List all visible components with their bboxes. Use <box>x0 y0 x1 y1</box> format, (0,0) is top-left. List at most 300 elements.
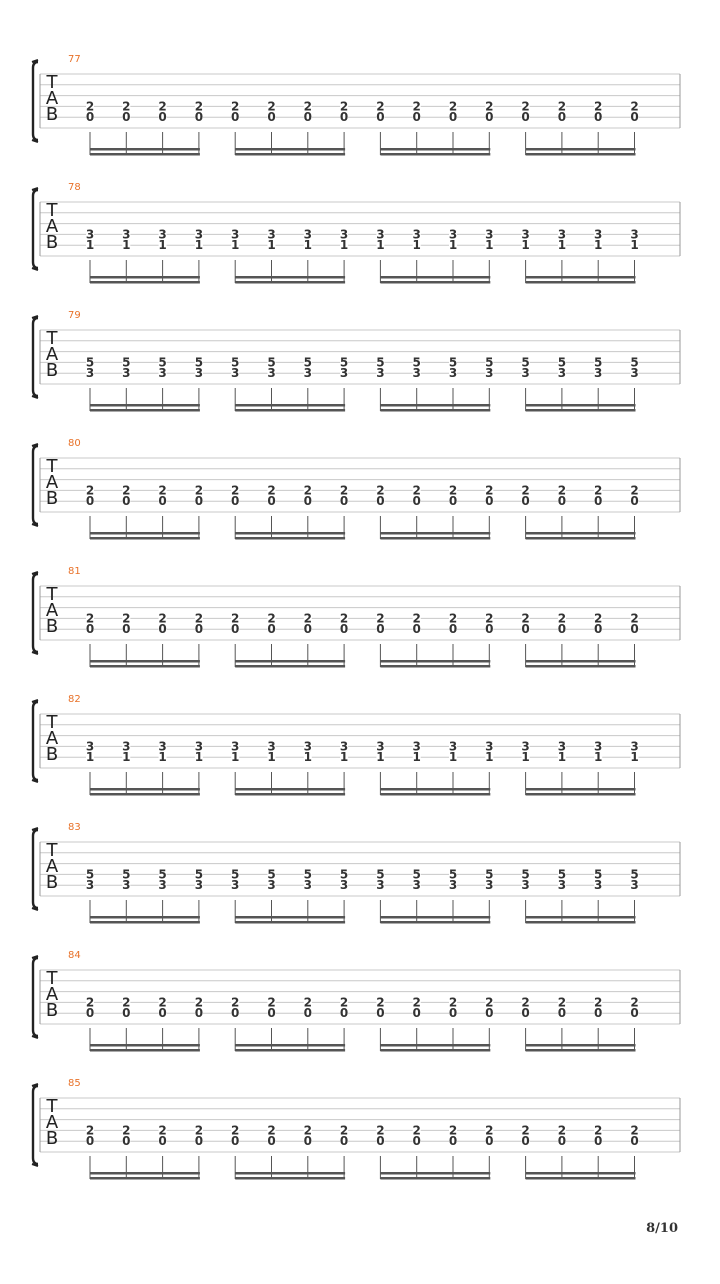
fret-number-top: 2 <box>557 995 567 1010</box>
beam-secondary <box>526 1049 636 1052</box>
beam-secondary <box>380 921 490 924</box>
staff-system <box>32 950 680 1052</box>
fret-number-bottom: 3 <box>376 878 385 893</box>
tab-clef-letter: B <box>45 232 59 253</box>
fret-number-bottom: 0 <box>485 110 494 125</box>
fret-number-top: 2 <box>267 611 276 626</box>
fret-number-top: 5 <box>339 867 349 882</box>
beam-primary <box>235 1172 345 1175</box>
beam-secondary <box>380 793 490 796</box>
fret-number-bottom: 0 <box>376 110 385 125</box>
fret-number-top: 3 <box>448 227 458 242</box>
fret-number-bottom: 0 <box>594 1006 603 1021</box>
fret-number-bottom: 0 <box>339 1134 349 1149</box>
fret-number-bottom: 1 <box>158 238 167 253</box>
fret-number-top: 2 <box>122 483 131 498</box>
fret-number-top: 5 <box>485 355 494 370</box>
fret-number-bottom: 1 <box>267 238 276 253</box>
tab-clef-letter: A <box>45 1112 59 1133</box>
fret-number-top: 2 <box>122 1123 131 1138</box>
beam-secondary <box>380 665 490 668</box>
fret-number-bottom: 0 <box>557 494 567 509</box>
fret-number-top: 3 <box>521 227 530 242</box>
beam-primary <box>380 148 490 151</box>
fret-number-top: 2 <box>448 995 458 1010</box>
fret-number-bottom: 1 <box>557 238 567 253</box>
fret-number-bottom: 1 <box>122 238 131 253</box>
beam-secondary <box>380 537 490 540</box>
beam-secondary <box>90 409 200 412</box>
fret-number-bottom: 3 <box>630 878 639 893</box>
fret-number-bottom: 0 <box>122 110 131 125</box>
fret-number-bottom: 3 <box>158 878 167 893</box>
fret-number-top: 3 <box>158 739 167 754</box>
beam-primary <box>235 404 345 407</box>
fret-number-top: 2 <box>158 483 167 498</box>
fret-number-top: 3 <box>630 739 639 754</box>
fret-number-top: 2 <box>594 99 603 114</box>
fret-number-bottom: 0 <box>158 110 167 125</box>
fret-number-top: 2 <box>557 611 567 626</box>
fret-number-top: 5 <box>231 355 240 370</box>
fret-number-top: 3 <box>194 739 204 754</box>
fret-number-bottom: 0 <box>521 1006 530 1021</box>
fret-number-top: 5 <box>557 867 567 882</box>
fret-number-top: 2 <box>194 611 204 626</box>
fret-number-top: 3 <box>485 739 494 754</box>
fret-number-top: 5 <box>412 867 421 882</box>
fret-number-bottom: 0 <box>267 1134 276 1149</box>
tab-clef-letter: T <box>46 456 58 477</box>
fret-number-bottom: 0 <box>85 494 95 509</box>
beam-secondary <box>90 921 200 924</box>
fret-number-bottom: 1 <box>231 750 240 765</box>
fret-number-bottom: 0 <box>557 622 567 637</box>
fret-number-top: 2 <box>158 1123 167 1138</box>
fret-number-bottom: 0 <box>231 1134 240 1149</box>
fret-number-top: 2 <box>594 611 603 626</box>
beam-primary <box>526 404 636 407</box>
fret-number-bottom: 0 <box>630 1134 639 1149</box>
fret-number-top: 2 <box>339 1123 349 1138</box>
tab-clef-letter: T <box>46 1096 58 1117</box>
fret-number-bottom: 0 <box>485 622 494 637</box>
fret-number-top: 2 <box>122 611 131 626</box>
fret-number-bottom: 0 <box>630 622 639 637</box>
fret-number-top: 2 <box>630 611 639 626</box>
fret-number-bottom: 0 <box>630 1006 639 1021</box>
tab-clef-letter: T <box>46 840 58 861</box>
fret-number-bottom: 0 <box>485 1006 494 1021</box>
fret-number-top: 2 <box>231 99 240 114</box>
fret-number-top: 3 <box>339 227 349 242</box>
fret-number-top: 3 <box>303 739 312 754</box>
fret-number-top: 2 <box>557 1123 567 1138</box>
fret-number-top: 3 <box>194 227 204 242</box>
fret-number-bottom: 3 <box>594 878 603 893</box>
fret-number-top: 5 <box>594 355 603 370</box>
fret-number-bottom: 3 <box>231 366 240 381</box>
fret-number-top: 5 <box>339 355 349 370</box>
fret-number-top: 2 <box>303 99 312 114</box>
fret-number-top: 2 <box>376 611 385 626</box>
tab-clef-letter: A <box>45 984 59 1005</box>
fret-number-top: 5 <box>194 355 204 370</box>
fret-number-top: 2 <box>267 995 276 1010</box>
fret-number-top: 5 <box>630 867 639 882</box>
fret-number-top: 2 <box>376 1123 385 1138</box>
staff-system <box>32 310 680 412</box>
tab-clef-letter: T <box>46 584 58 605</box>
fret-number-bottom: 0 <box>194 494 204 509</box>
fret-number-bottom: 0 <box>303 1006 312 1021</box>
fret-number-top: 2 <box>412 1123 421 1138</box>
fret-number-top: 2 <box>267 99 276 114</box>
beam-secondary <box>235 921 345 924</box>
fret-number-bottom: 0 <box>339 1006 349 1021</box>
fret-number-bottom: 0 <box>412 1006 421 1021</box>
fret-number-bottom: 0 <box>376 622 385 637</box>
fret-number-top: 3 <box>376 227 385 242</box>
fret-number-top: 2 <box>485 995 494 1010</box>
fret-number-bottom: 3 <box>85 366 95 381</box>
tab-clef-letter: A <box>45 88 59 109</box>
fret-number-bottom: 1 <box>630 238 639 253</box>
tab-clef-letter: T <box>46 72 58 93</box>
fret-number-top: 2 <box>594 995 603 1010</box>
fret-number-top: 3 <box>521 739 530 754</box>
fret-number-bottom: 0 <box>412 494 421 509</box>
fret-number-top: 2 <box>122 99 131 114</box>
measure-number: 81 <box>68 566 81 577</box>
measure-number: 85 <box>68 1078 81 1089</box>
fret-number-bottom: 0 <box>303 622 312 637</box>
fret-number-top: 2 <box>521 611 530 626</box>
beam-secondary <box>235 1177 345 1180</box>
beam-primary <box>380 532 490 535</box>
beam-primary <box>90 532 200 535</box>
fret-number-top: 2 <box>412 995 421 1010</box>
fret-number-top: 2 <box>448 611 458 626</box>
fret-number-bottom: 0 <box>85 1134 95 1149</box>
fret-number-top: 2 <box>412 483 421 498</box>
fret-number-top: 3 <box>158 227 167 242</box>
fret-number-top: 2 <box>376 995 385 1010</box>
fret-number-bottom: 0 <box>412 1134 421 1149</box>
fret-number-bottom: 1 <box>448 238 458 253</box>
beam-secondary <box>90 1049 200 1052</box>
fret-number-top: 2 <box>303 483 312 498</box>
fret-number-bottom: 1 <box>521 750 530 765</box>
tab-clef-letter: B <box>45 104 59 125</box>
fret-number-top: 3 <box>594 227 603 242</box>
tab-clef-letter: T <box>46 968 58 989</box>
beam-primary <box>526 916 636 919</box>
fret-number-top: 5 <box>303 867 312 882</box>
fret-number-bottom: 0 <box>412 110 421 125</box>
fret-number-bottom: 0 <box>557 1134 567 1149</box>
beam-primary <box>90 1044 200 1047</box>
fret-number-top: 2 <box>630 995 639 1010</box>
fret-number-bottom: 0 <box>339 622 349 637</box>
fret-number-bottom: 0 <box>231 494 240 509</box>
page-number: 8/10 <box>646 1221 678 1236</box>
beam-secondary <box>380 1177 490 1180</box>
fret-number-top: 3 <box>303 227 312 242</box>
beam-secondary <box>90 1177 200 1180</box>
beam-secondary <box>235 153 345 156</box>
staff-system <box>32 694 680 796</box>
fret-number-bottom: 0 <box>521 622 530 637</box>
fret-number-top: 2 <box>303 1123 312 1138</box>
fret-number-bottom: 0 <box>267 494 276 509</box>
fret-number-bottom: 0 <box>303 1134 312 1149</box>
fret-number-top: 2 <box>448 483 458 498</box>
tab-clef-letter: T <box>46 712 58 733</box>
fret-number-top: 3 <box>485 227 494 242</box>
fret-number-top: 5 <box>85 867 95 882</box>
tab-clef-letter: T <box>46 328 58 349</box>
fret-number-top: 2 <box>231 483 240 498</box>
beam-primary <box>526 276 636 279</box>
fret-number-bottom: 3 <box>594 366 603 381</box>
fret-number-bottom: 0 <box>557 110 567 125</box>
fret-number-bottom: 3 <box>158 366 167 381</box>
fret-number-top: 2 <box>85 99 95 114</box>
tab-clef-letter: T <box>46 200 58 221</box>
fret-number-bottom: 0 <box>122 1134 131 1149</box>
tab-clef-letter: A <box>45 216 59 237</box>
fret-number-top: 2 <box>267 1123 276 1138</box>
fret-number-top: 3 <box>85 739 95 754</box>
fret-number-bottom: 3 <box>630 366 639 381</box>
fret-number-bottom: 3 <box>376 366 385 381</box>
fret-number-bottom: 3 <box>339 878 349 893</box>
fret-number-top: 2 <box>85 483 95 498</box>
fret-number-bottom: 0 <box>231 110 240 125</box>
fret-number-bottom: 3 <box>448 878 458 893</box>
fret-number-bottom: 3 <box>267 366 276 381</box>
beam-secondary <box>526 281 636 284</box>
fret-number-bottom: 3 <box>303 366 312 381</box>
fret-number-bottom: 0 <box>557 1006 567 1021</box>
fret-number-bottom: 1 <box>303 750 312 765</box>
fret-number-bottom: 1 <box>412 750 421 765</box>
fret-number-top: 2 <box>158 99 167 114</box>
fret-number-top: 2 <box>448 99 458 114</box>
beam-secondary <box>235 537 345 540</box>
tab-clef-letter: A <box>45 472 59 493</box>
beam-secondary <box>380 281 490 284</box>
beam-secondary <box>380 1049 490 1052</box>
beam-primary <box>90 1172 200 1175</box>
fret-number-top: 2 <box>194 1123 204 1138</box>
fret-number-top: 5 <box>521 355 530 370</box>
beam-primary <box>90 276 200 279</box>
fret-number-top: 2 <box>85 1123 95 1138</box>
fret-number-bottom: 0 <box>267 1006 276 1021</box>
fret-number-top: 2 <box>630 483 639 498</box>
fret-number-top: 5 <box>122 867 131 882</box>
beam-primary <box>526 148 636 151</box>
beam-secondary <box>90 665 200 668</box>
fret-number-top: 2 <box>231 1123 240 1138</box>
fret-number-top: 2 <box>448 1123 458 1138</box>
beam-secondary <box>526 537 636 540</box>
fret-number-top: 2 <box>594 1123 603 1138</box>
measure-number: 84 <box>68 950 81 961</box>
fret-number-top: 5 <box>267 867 276 882</box>
fret-number-bottom: 0 <box>85 1006 95 1021</box>
system-bracket <box>33 702 38 780</box>
fret-number-bottom: 0 <box>448 1006 458 1021</box>
measure-number: 79 <box>68 310 81 321</box>
tab-clef-letter: A <box>45 344 59 365</box>
tab-clef-letter: B <box>45 616 59 637</box>
beam-secondary <box>90 537 200 540</box>
fret-number-top: 5 <box>122 355 131 370</box>
measure-number: 80 <box>68 438 81 449</box>
fret-number-bottom: 1 <box>376 750 385 765</box>
fret-number-bottom: 0 <box>194 110 204 125</box>
fret-number-top: 5 <box>158 867 167 882</box>
fret-number-bottom: 3 <box>122 366 131 381</box>
fret-number-top: 2 <box>339 483 349 498</box>
fret-number-top: 5 <box>448 867 458 882</box>
fret-number-top: 5 <box>85 355 95 370</box>
beam-primary <box>526 1044 636 1047</box>
fret-number-top: 5 <box>448 355 458 370</box>
fret-number-top: 3 <box>85 227 95 242</box>
fret-number-top: 2 <box>485 611 494 626</box>
fret-number-bottom: 1 <box>376 238 385 253</box>
fret-number-bottom: 0 <box>376 494 385 509</box>
beam-primary <box>526 532 636 535</box>
fret-number-bottom: 0 <box>303 110 312 125</box>
fret-number-top: 5 <box>630 355 639 370</box>
fret-number-top: 2 <box>339 611 349 626</box>
fret-number-top: 2 <box>521 1123 530 1138</box>
staff-system <box>32 1078 680 1180</box>
fret-number-top: 3 <box>412 227 421 242</box>
fret-number-bottom: 3 <box>485 878 494 893</box>
measure-number: 82 <box>68 694 81 705</box>
staff-system <box>32 566 680 668</box>
fret-number-bottom: 0 <box>158 494 167 509</box>
measure-number: 83 <box>68 822 81 833</box>
tab-clef-letter: A <box>45 600 59 621</box>
fret-number-bottom: 1 <box>630 750 639 765</box>
fret-number-top: 2 <box>85 995 95 1010</box>
beam-secondary <box>235 409 345 412</box>
fret-number-top: 3 <box>448 739 458 754</box>
fret-number-bottom: 3 <box>412 366 421 381</box>
fret-number-top: 5 <box>231 867 240 882</box>
fret-number-top: 2 <box>303 611 312 626</box>
beam-primary <box>380 1172 490 1175</box>
fret-number-bottom: 0 <box>339 494 349 509</box>
staff-system <box>32 182 680 284</box>
fret-number-bottom: 3 <box>194 366 204 381</box>
fret-number-bottom: 3 <box>485 366 494 381</box>
fret-number-bottom: 0 <box>594 1134 603 1149</box>
fret-number-bottom: 0 <box>158 1134 167 1149</box>
fret-number-bottom: 1 <box>594 238 603 253</box>
tab-clef-letter: B <box>45 1000 59 1021</box>
beam-primary <box>235 788 345 791</box>
beam-primary <box>380 660 490 663</box>
fret-number-bottom: 0 <box>339 110 349 125</box>
measure-number: 77 <box>68 54 81 65</box>
beam-secondary <box>526 153 636 156</box>
fret-number-bottom: 1 <box>194 750 204 765</box>
fret-number-bottom: 0 <box>630 110 639 125</box>
fret-number-bottom: 0 <box>376 1006 385 1021</box>
beam-primary <box>526 788 636 791</box>
fret-number-top: 3 <box>339 739 349 754</box>
fret-number-bottom: 3 <box>303 878 312 893</box>
measure-number: 78 <box>68 182 81 193</box>
fret-number-bottom: 0 <box>122 622 131 637</box>
system-bracket <box>33 62 38 140</box>
fret-number-bottom: 1 <box>231 238 240 253</box>
beam-secondary <box>235 281 345 284</box>
fret-number-bottom: 0 <box>122 494 131 509</box>
tab-clef-letter: A <box>45 728 59 749</box>
tab-clef-letter: B <box>45 488 59 509</box>
fret-number-top: 2 <box>231 995 240 1010</box>
fret-number-top: 5 <box>376 355 385 370</box>
fret-number-top: 3 <box>376 739 385 754</box>
fret-number-bottom: 1 <box>557 750 567 765</box>
fret-number-bottom: 0 <box>122 1006 131 1021</box>
fret-number-bottom: 1 <box>194 238 204 253</box>
tab-clef-letter: B <box>45 872 59 893</box>
fret-number-bottom: 0 <box>521 494 530 509</box>
beam-secondary <box>90 153 200 156</box>
fret-number-bottom: 1 <box>158 750 167 765</box>
fret-number-top: 2 <box>231 611 240 626</box>
beam-primary <box>90 404 200 407</box>
fret-number-top: 2 <box>122 995 131 1010</box>
fret-number-top: 2 <box>557 483 567 498</box>
fret-number-bottom: 3 <box>122 878 131 893</box>
fret-number-top: 2 <box>339 995 349 1010</box>
fret-number-top: 5 <box>194 867 204 882</box>
fret-number-top: 2 <box>376 99 385 114</box>
beam-secondary <box>526 1177 636 1180</box>
fret-number-bottom: 3 <box>339 366 349 381</box>
fret-number-top: 2 <box>303 995 312 1010</box>
tab-clef-letter: B <box>45 744 59 765</box>
fret-number-top: 5 <box>412 355 421 370</box>
fret-number-top: 2 <box>194 995 204 1010</box>
fret-number-bottom: 3 <box>85 878 95 893</box>
fret-number-bottom: 0 <box>448 110 458 125</box>
fret-number-top: 3 <box>231 739 240 754</box>
fret-number-top: 5 <box>267 355 276 370</box>
fret-number-top: 2 <box>594 483 603 498</box>
fret-number-top: 2 <box>630 99 639 114</box>
fret-number-bottom: 3 <box>557 366 567 381</box>
tab-clef-letter: B <box>45 360 59 381</box>
fret-number-bottom: 0 <box>85 622 95 637</box>
beam-secondary <box>90 281 200 284</box>
beam-secondary <box>526 665 636 668</box>
fret-number-top: 3 <box>557 227 567 242</box>
fret-number-bottom: 0 <box>303 494 312 509</box>
fret-number-top: 5 <box>376 867 385 882</box>
